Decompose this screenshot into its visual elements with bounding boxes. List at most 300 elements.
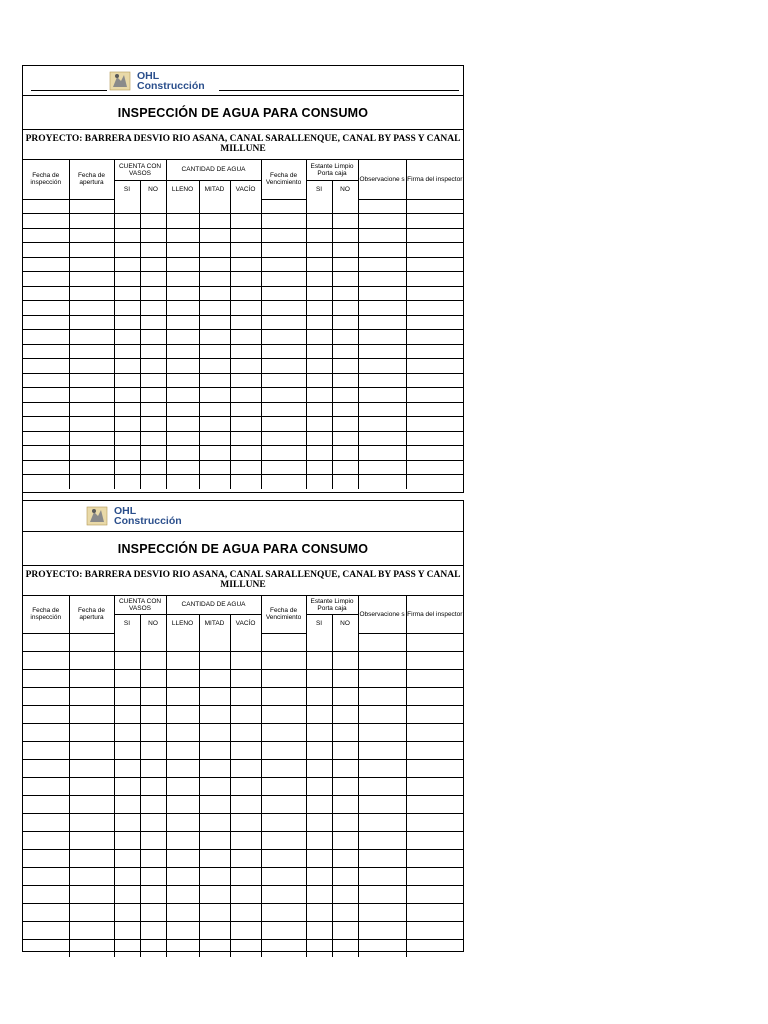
blank-cell[interactable] [406, 939, 463, 957]
blank-cell[interactable] [140, 359, 166, 374]
blank-cell[interactable] [406, 759, 463, 777]
blank-cell[interactable] [306, 315, 332, 330]
blank-cell[interactable] [199, 214, 230, 229]
blank-cell[interactable] [114, 849, 140, 867]
blank-cell[interactable] [69, 813, 114, 831]
blank-cell[interactable] [114, 199, 140, 214]
blank-cell[interactable] [332, 417, 358, 432]
blank-cell[interactable] [199, 777, 230, 795]
blank-cell[interactable] [406, 417, 463, 432]
blank-cell[interactable] [166, 903, 199, 921]
blank-cell[interactable] [114, 705, 140, 723]
blank-cell[interactable] [358, 373, 406, 388]
blank-cell[interactable] [114, 741, 140, 759]
blank-cell[interactable] [406, 446, 463, 461]
blank-cell[interactable] [199, 286, 230, 301]
blank-cell[interactable] [332, 795, 358, 813]
blank-cell[interactable] [306, 286, 332, 301]
blank-cell[interactable] [69, 669, 114, 687]
blank-cell[interactable] [69, 359, 114, 374]
blank-cell[interactable] [199, 344, 230, 359]
blank-cell[interactable] [332, 243, 358, 258]
blank-cell[interactable] [332, 849, 358, 867]
blank-cell[interactable] [23, 831, 69, 849]
blank-cell[interactable] [406, 330, 463, 345]
blank-cell[interactable] [406, 286, 463, 301]
blank-cell[interactable] [332, 315, 358, 330]
blank-cell[interactable] [332, 301, 358, 316]
blank-cell[interactable] [230, 669, 261, 687]
blank-cell[interactable] [230, 813, 261, 831]
blank-cell[interactable] [166, 446, 199, 461]
blank-cell[interactable] [140, 315, 166, 330]
blank-cell[interactable] [261, 228, 306, 243]
blank-cell[interactable] [230, 257, 261, 272]
blank-cell[interactable] [140, 228, 166, 243]
blank-cell[interactable] [406, 795, 463, 813]
blank-cell[interactable] [230, 651, 261, 669]
blank-cell[interactable] [406, 199, 463, 214]
blank-cell[interactable] [69, 431, 114, 446]
blank-cell[interactable] [166, 199, 199, 214]
blank-cell[interactable] [230, 344, 261, 359]
blank-cell[interactable] [332, 257, 358, 272]
blank-cell[interactable] [114, 651, 140, 669]
blank-cell[interactable] [230, 705, 261, 723]
blank-cell[interactable] [23, 759, 69, 777]
blank-cell[interactable] [69, 831, 114, 849]
blank-cell[interactable] [261, 903, 306, 921]
blank-cell[interactable] [23, 446, 69, 461]
blank-cell[interactable] [332, 831, 358, 849]
blank-cell[interactable] [23, 651, 69, 669]
blank-cell[interactable] [261, 885, 306, 903]
blank-cell[interactable] [199, 315, 230, 330]
blank-cell[interactable] [306, 388, 332, 403]
blank-cell[interactable] [69, 257, 114, 272]
blank-cell[interactable] [166, 651, 199, 669]
blank-cell[interactable] [358, 831, 406, 849]
blank-cell[interactable] [23, 286, 69, 301]
blank-cell[interactable] [166, 849, 199, 867]
blank-cell[interactable] [332, 475, 358, 490]
blank-cell[interactable] [358, 330, 406, 345]
blank-cell[interactable] [140, 373, 166, 388]
blank-cell[interactable] [358, 388, 406, 403]
blank-cell[interactable] [69, 344, 114, 359]
blank-cell[interactable] [230, 388, 261, 403]
blank-cell[interactable] [23, 687, 69, 705]
blank-cell[interactable] [358, 286, 406, 301]
blank-cell[interactable] [69, 903, 114, 921]
blank-cell[interactable] [140, 301, 166, 316]
blank-cell[interactable] [332, 199, 358, 214]
blank-cell[interactable] [166, 344, 199, 359]
blank-cell[interactable] [406, 903, 463, 921]
blank-cell[interactable] [166, 939, 199, 957]
blank-cell[interactable] [114, 243, 140, 258]
blank-cell[interactable] [358, 813, 406, 831]
blank-cell[interactable] [114, 813, 140, 831]
blank-cell[interactable] [69, 446, 114, 461]
blank-cell[interactable] [261, 741, 306, 759]
blank-cell[interactable] [306, 272, 332, 287]
blank-cell[interactable] [230, 867, 261, 885]
blank-cell[interactable] [230, 687, 261, 705]
blank-cell[interactable] [69, 315, 114, 330]
blank-cell[interactable] [114, 885, 140, 903]
blank-cell[interactable] [23, 402, 69, 417]
blank-cell[interactable] [332, 633, 358, 651]
blank-cell[interactable] [140, 723, 166, 741]
blank-cell[interactable] [166, 431, 199, 446]
blank-cell[interactable] [261, 723, 306, 741]
blank-cell[interactable] [166, 402, 199, 417]
blank-cell[interactable] [332, 813, 358, 831]
blank-cell[interactable] [166, 330, 199, 345]
blank-cell[interactable] [230, 359, 261, 374]
blank-cell[interactable] [358, 272, 406, 287]
blank-cell[interactable] [69, 286, 114, 301]
blank-cell[interactable] [166, 885, 199, 903]
blank-cell[interactable] [306, 359, 332, 374]
blank-cell[interactable] [261, 687, 306, 705]
blank-cell[interactable] [406, 228, 463, 243]
blank-cell[interactable] [140, 475, 166, 490]
blank-cell[interactable] [261, 388, 306, 403]
blank-cell[interactable] [230, 272, 261, 287]
blank-cell[interactable] [306, 344, 332, 359]
blank-cell[interactable] [358, 849, 406, 867]
blank-cell[interactable] [230, 759, 261, 777]
blank-cell[interactable] [358, 344, 406, 359]
blank-cell[interactable] [23, 228, 69, 243]
blank-cell[interactable] [406, 373, 463, 388]
blank-cell[interactable] [332, 741, 358, 759]
blank-cell[interactable] [306, 741, 332, 759]
blank-cell[interactable] [140, 431, 166, 446]
blank-cell[interactable] [306, 373, 332, 388]
blank-cell[interactable] [140, 651, 166, 669]
blank-cell[interactable] [23, 813, 69, 831]
blank-cell[interactable] [406, 359, 463, 374]
blank-cell[interactable] [23, 705, 69, 723]
blank-cell[interactable] [261, 286, 306, 301]
blank-cell[interactable] [306, 243, 332, 258]
blank-cell[interactable] [69, 795, 114, 813]
blank-cell[interactable] [23, 272, 69, 287]
blank-cell[interactable] [199, 460, 230, 475]
blank-cell[interactable] [261, 813, 306, 831]
blank-cell[interactable] [166, 759, 199, 777]
blank-cell[interactable] [406, 831, 463, 849]
blank-cell[interactable] [114, 402, 140, 417]
blank-cell[interactable] [332, 228, 358, 243]
blank-cell[interactable] [332, 885, 358, 903]
blank-cell[interactable] [358, 460, 406, 475]
blank-cell[interactable] [114, 373, 140, 388]
blank-cell[interactable] [69, 272, 114, 287]
blank-cell[interactable] [261, 315, 306, 330]
blank-cell[interactable] [69, 849, 114, 867]
blank-cell[interactable] [406, 460, 463, 475]
blank-cell[interactable] [358, 777, 406, 795]
blank-cell[interactable] [23, 460, 69, 475]
blank-cell[interactable] [166, 286, 199, 301]
blank-cell[interactable] [140, 903, 166, 921]
blank-cell[interactable] [166, 388, 199, 403]
blank-cell[interactable] [166, 257, 199, 272]
blank-cell[interactable] [23, 359, 69, 374]
blank-cell[interactable] [332, 359, 358, 374]
blank-cell[interactable] [199, 939, 230, 957]
blank-cell[interactable] [306, 831, 332, 849]
blank-cell[interactable] [140, 687, 166, 705]
blank-cell[interactable] [114, 633, 140, 651]
blank-cell[interactable] [230, 199, 261, 214]
blank-cell[interactable] [306, 431, 332, 446]
blank-cell[interactable] [23, 633, 69, 651]
blank-cell[interactable] [332, 214, 358, 229]
blank-cell[interactable] [114, 475, 140, 490]
blank-cell[interactable] [406, 885, 463, 903]
blank-cell[interactable] [306, 903, 332, 921]
blank-cell[interactable] [358, 687, 406, 705]
blank-cell[interactable] [199, 431, 230, 446]
blank-cell[interactable] [306, 402, 332, 417]
blank-cell[interactable] [114, 431, 140, 446]
blank-cell[interactable] [230, 243, 261, 258]
blank-cell[interactable] [306, 475, 332, 490]
blank-cell[interactable] [306, 759, 332, 777]
blank-cell[interactable] [166, 633, 199, 651]
blank-cell[interactable] [306, 921, 332, 939]
blank-cell[interactable] [261, 921, 306, 939]
blank-cell[interactable] [140, 813, 166, 831]
blank-cell[interactable] [140, 199, 166, 214]
blank-cell[interactable] [199, 651, 230, 669]
blank-cell[interactable] [23, 344, 69, 359]
blank-cell[interactable] [166, 777, 199, 795]
blank-cell[interactable] [140, 272, 166, 287]
blank-cell[interactable] [332, 759, 358, 777]
blank-cell[interactable] [261, 214, 306, 229]
blank-cell[interactable] [140, 741, 166, 759]
blank-cell[interactable] [261, 759, 306, 777]
blank-cell[interactable] [230, 903, 261, 921]
blank-cell[interactable] [23, 669, 69, 687]
blank-cell[interactable] [23, 723, 69, 741]
blank-cell[interactable] [114, 359, 140, 374]
blank-cell[interactable] [199, 446, 230, 461]
blank-cell[interactable] [23, 214, 69, 229]
blank-cell[interactable] [306, 669, 332, 687]
blank-cell[interactable] [166, 460, 199, 475]
blank-cell[interactable] [114, 867, 140, 885]
blank-cell[interactable] [261, 199, 306, 214]
blank-cell[interactable] [230, 723, 261, 741]
blank-cell[interactable] [166, 301, 199, 316]
blank-cell[interactable] [23, 475, 69, 490]
blank-cell[interactable] [406, 867, 463, 885]
blank-cell[interactable] [69, 705, 114, 723]
blank-cell[interactable] [406, 633, 463, 651]
blank-cell[interactable] [332, 777, 358, 795]
blank-cell[interactable] [140, 777, 166, 795]
blank-cell[interactable] [306, 885, 332, 903]
blank-cell[interactable] [230, 795, 261, 813]
blank-cell[interactable] [140, 867, 166, 885]
blank-cell[interactable] [69, 330, 114, 345]
blank-cell[interactable] [332, 373, 358, 388]
blank-cell[interactable] [306, 723, 332, 741]
blank-cell[interactable] [69, 417, 114, 432]
blank-cell[interactable] [23, 315, 69, 330]
blank-cell[interactable] [140, 759, 166, 777]
blank-cell[interactable] [230, 939, 261, 957]
blank-cell[interactable] [166, 741, 199, 759]
blank-cell[interactable] [199, 359, 230, 374]
blank-cell[interactable] [230, 741, 261, 759]
blank-cell[interactable] [261, 446, 306, 461]
blank-cell[interactable] [261, 330, 306, 345]
blank-cell[interactable] [358, 228, 406, 243]
blank-cell[interactable] [114, 301, 140, 316]
blank-cell[interactable] [140, 388, 166, 403]
blank-cell[interactable] [261, 777, 306, 795]
blank-cell[interactable] [261, 301, 306, 316]
blank-cell[interactable] [406, 344, 463, 359]
blank-cell[interactable] [358, 402, 406, 417]
blank-cell[interactable] [23, 417, 69, 432]
blank-cell[interactable] [358, 446, 406, 461]
blank-cell[interactable] [166, 795, 199, 813]
blank-cell[interactable] [230, 777, 261, 795]
blank-cell[interactable] [358, 723, 406, 741]
blank-cell[interactable] [332, 939, 358, 957]
blank-cell[interactable] [230, 330, 261, 345]
blank-cell[interactable] [114, 777, 140, 795]
blank-cell[interactable] [114, 228, 140, 243]
blank-cell[interactable] [114, 272, 140, 287]
blank-cell[interactable] [199, 723, 230, 741]
blank-cell[interactable] [358, 759, 406, 777]
blank-cell[interactable] [69, 243, 114, 258]
blank-cell[interactable] [358, 475, 406, 490]
blank-cell[interactable] [69, 460, 114, 475]
blank-cell[interactable] [199, 903, 230, 921]
blank-cell[interactable] [261, 705, 306, 723]
blank-cell[interactable] [332, 460, 358, 475]
blank-cell[interactable] [199, 272, 230, 287]
blank-cell[interactable] [261, 651, 306, 669]
blank-cell[interactable] [199, 475, 230, 490]
blank-cell[interactable] [166, 813, 199, 831]
blank-cell[interactable] [69, 214, 114, 229]
blank-cell[interactable] [358, 359, 406, 374]
blank-cell[interactable] [140, 849, 166, 867]
blank-cell[interactable] [69, 633, 114, 651]
blank-cell[interactable] [358, 867, 406, 885]
blank-cell[interactable] [114, 687, 140, 705]
blank-cell[interactable] [306, 651, 332, 669]
blank-cell[interactable] [230, 431, 261, 446]
blank-cell[interactable] [199, 759, 230, 777]
blank-cell[interactable] [332, 446, 358, 461]
blank-cell[interactable] [332, 687, 358, 705]
blank-cell[interactable] [114, 795, 140, 813]
blank-cell[interactable] [114, 388, 140, 403]
blank-cell[interactable] [261, 633, 306, 651]
blank-cell[interactable] [261, 475, 306, 490]
blank-cell[interactable] [261, 257, 306, 272]
blank-cell[interactable] [406, 243, 463, 258]
blank-cell[interactable] [230, 301, 261, 316]
blank-cell[interactable] [69, 651, 114, 669]
blank-cell[interactable] [406, 921, 463, 939]
blank-cell[interactable] [230, 315, 261, 330]
blank-cell[interactable] [358, 885, 406, 903]
blank-cell[interactable] [261, 359, 306, 374]
blank-cell[interactable] [114, 286, 140, 301]
blank-cell[interactable] [199, 885, 230, 903]
blank-cell[interactable] [230, 849, 261, 867]
blank-cell[interactable] [261, 402, 306, 417]
blank-cell[interactable] [306, 849, 332, 867]
blank-cell[interactable] [69, 402, 114, 417]
blank-cell[interactable] [23, 903, 69, 921]
blank-cell[interactable] [23, 373, 69, 388]
blank-cell[interactable] [406, 431, 463, 446]
blank-cell[interactable] [69, 921, 114, 939]
blank-cell[interactable] [199, 813, 230, 831]
blank-cell[interactable] [23, 849, 69, 867]
blank-cell[interactable] [306, 330, 332, 345]
blank-cell[interactable] [358, 257, 406, 272]
blank-cell[interactable] [23, 388, 69, 403]
blank-cell[interactable] [358, 315, 406, 330]
blank-cell[interactable] [406, 272, 463, 287]
blank-cell[interactable] [140, 831, 166, 849]
blank-cell[interactable] [114, 257, 140, 272]
blank-cell[interactable] [406, 723, 463, 741]
blank-cell[interactable] [358, 939, 406, 957]
blank-cell[interactable] [230, 417, 261, 432]
blank-cell[interactable] [230, 446, 261, 461]
blank-cell[interactable] [306, 813, 332, 831]
blank-cell[interactable] [306, 705, 332, 723]
blank-cell[interactable] [199, 388, 230, 403]
blank-cell[interactable] [332, 388, 358, 403]
blank-cell[interactable] [261, 939, 306, 957]
blank-cell[interactable] [140, 344, 166, 359]
blank-cell[interactable] [199, 228, 230, 243]
blank-cell[interactable] [166, 723, 199, 741]
blank-cell[interactable] [358, 633, 406, 651]
blank-cell[interactable] [23, 795, 69, 813]
blank-cell[interactable] [306, 446, 332, 461]
blank-cell[interactable] [23, 199, 69, 214]
blank-cell[interactable] [69, 759, 114, 777]
blank-cell[interactable] [69, 939, 114, 957]
blank-cell[interactable] [261, 867, 306, 885]
blank-cell[interactable] [406, 687, 463, 705]
blank-cell[interactable] [23, 741, 69, 759]
blank-cell[interactable] [69, 777, 114, 795]
blank-cell[interactable] [23, 777, 69, 795]
blank-cell[interactable] [261, 849, 306, 867]
blank-cell[interactable] [332, 651, 358, 669]
